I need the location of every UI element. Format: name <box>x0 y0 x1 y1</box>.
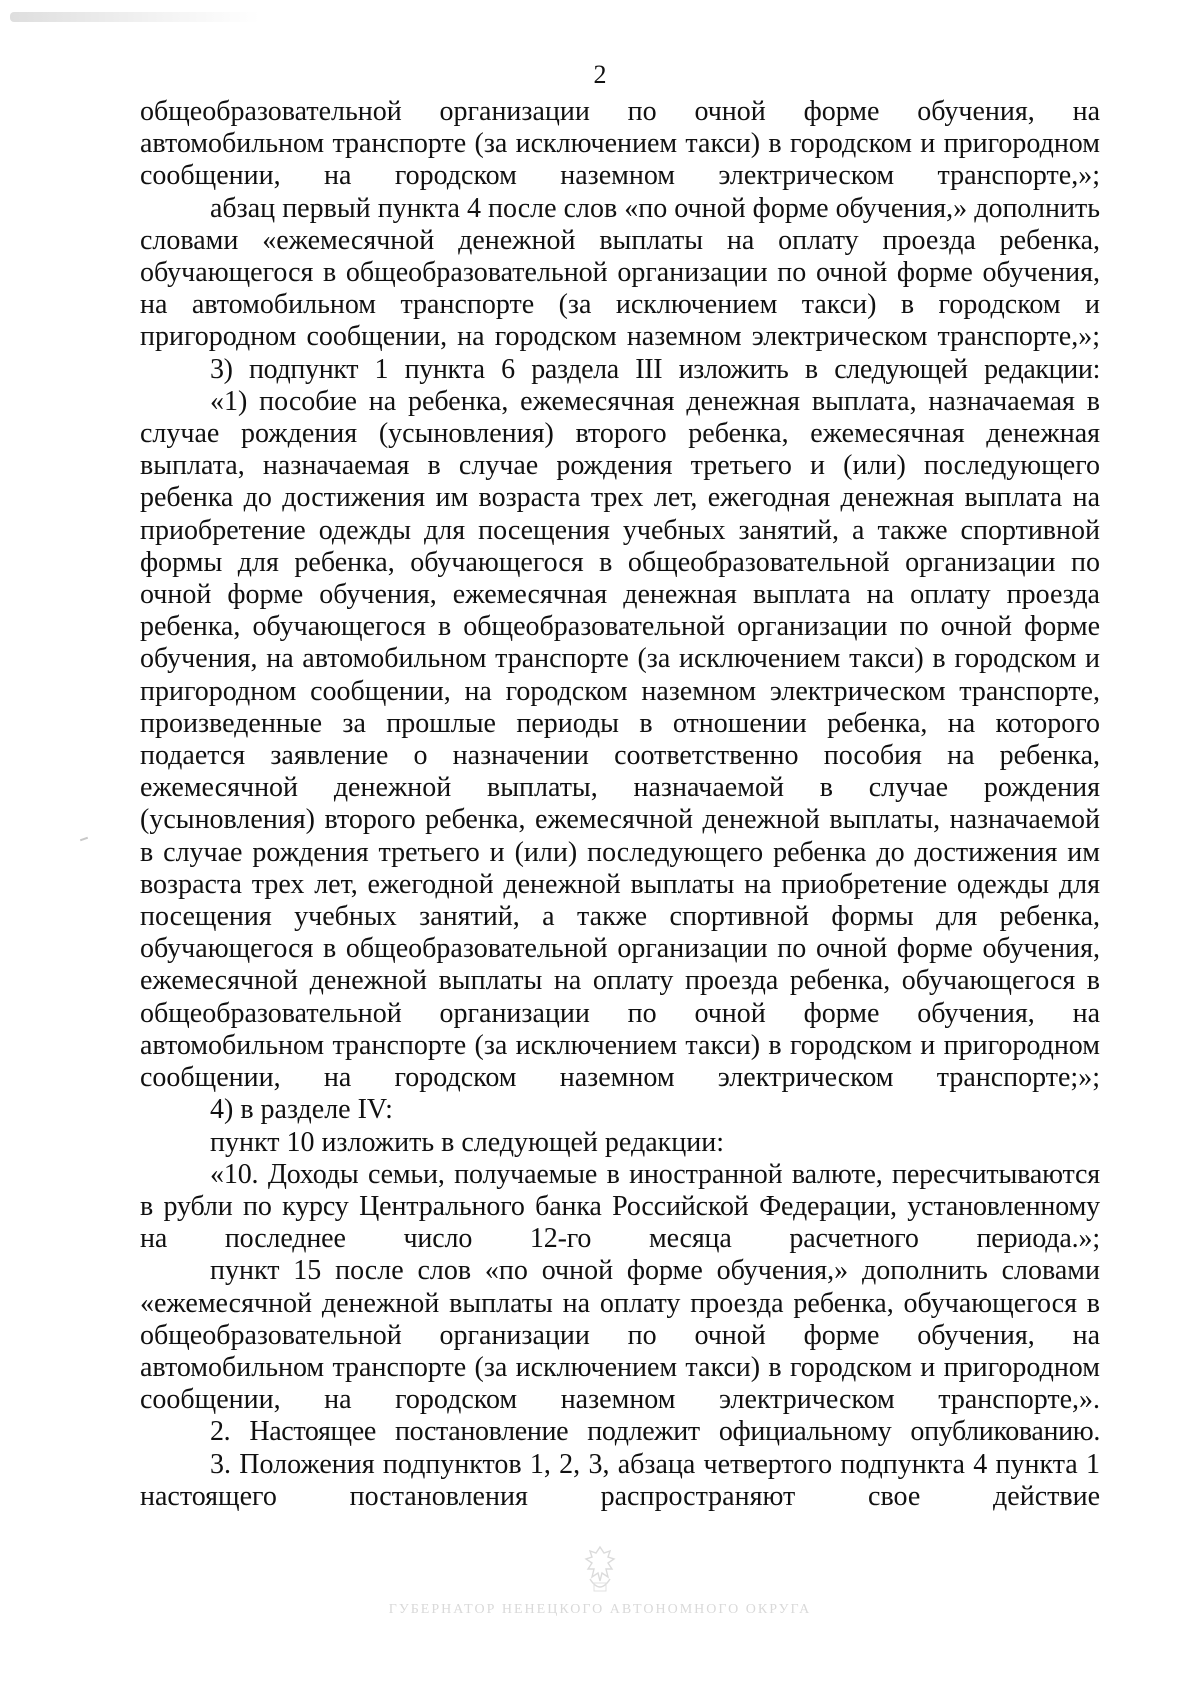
paragraph-point-10-text: «10. Доходы семьи, получаемые в иностранной валюте, пересчитываются в рубли по курсу Центрального банка Российской Федерации, установленному на последнее число 12-го месяца расчетного периода.»; <box>140 1158 1100 1255</box>
paragraph-provisions: 3. Положения подпунктов 1, 2, 3, абзаца четвертого подпункта 4 пункта 1 настоящего постановления распространяют свое действие <box>140 1448 1100 1512</box>
paragraph-publication: 2. Настоящее постановление подлежит официальному опубликованию. <box>210 1416 1100 1448</box>
paragraph-item-3: 3) подпункт 1 пункта 6 раздела III изложить в следующей редакции: <box>210 353 1100 385</box>
scan-artifact <box>10 12 260 22</box>
paragraph-continuation: общеобразовательной организации по очной форме обучения, на автомобильном транспорте (за исключением такси) в городском и пригородном сообщении, на городском наземном электрическом транспорте,»; <box>140 96 1100 192</box>
paragraph-point-15: пункт 15 после слов «по очной форме обучения,» дополнить словами «ежемесячной денежной выплаты на оплату проезда ребенка, обучающегося в общеобразовательной организации по очной форме обучения, на автомобильном транспорте (за исключением такси) в городском и пригородном сообщении, на городском наземном электрическом транспорте,». <box>140 1255 1100 1416</box>
paragraph-abzats-4: абзац первый пункта 4 после слов «по очной форме обучения,» дополнить словами «ежемесячной денежной выплаты на оплату проезда ребенка, обучающегося в общеобразовательной организации по очной форме обучения, на автомобильном транспорте (за исключением такси) в городском и пригородном сообщении, на городском наземном электрическом транспорте,»; <box>140 192 1100 353</box>
scan-speck <box>80 837 88 842</box>
watermark-seal: ГУБЕРНАТОР НЕНЕЦКОГО АВТОНОМНОГО ОКРУГА <box>388 1602 812 1617</box>
page-number: 2 <box>593 60 607 89</box>
paragraph-item-4: 4) в разделе IV: <box>210 1094 393 1126</box>
document-body <box>140 96 1100 1513</box>
paragraph-point-10-intro: пункт 10 изложить в следующей редакции: <box>210 1126 724 1158</box>
paragraph-quoted-item-1: «1) пособие на ребенка, ежемесячная денежная выплата, назначаемая в случае рождения (усыновления) второго ребенка, ежемесячная денежная выплата, назначаемая в случае рождения третьего и (или) последующего ребенка до достижения им возраста трех лет, ежегодная денежная выплата на приобретение одежды для посещения учебных занятий, а также спортивной формы для ребенка, обучающегося в общеобразовательной организации по очной форме обучения, ежемесячная денежная выплата на оплату проезда ребенка, обучающегося в общеобразовательной организации по очной форме обучения, на автомобильном транспорте (за исключением такси) в городском и пригородном сообщении, на городском наземном электрическом транспорте, произведенные за прошлые периоды в отношении ребенка, на которого подается заявление о назначении соответственно пособия на ребенка, ежемесячной денежной выплаты, назначаемой в случае рождения (усыновления) второго ребенка, ежемесячной денежной выплаты, назначаемой в случае рождения третьего и (или) последующего ребенка до достижения им возраста трех лет, ежегодной денежной выплаты на приобретение одежды для посещения учебных занятий, а также спортивной формы для ребенка, обучающегося в общеобразовательной организации по очной форме обучения, ежемесячной денежной выплаты на оплату проезда ребенка, обучающегося в общеобразовательной организации по очной форме обучения, на автомобильном транспорте (за исключением такси) в городском и пригородном сообщении, на городском наземном электрическом транспорте;»; <box>140 385 1100 1094</box>
coat-of-arms-emblem-icon <box>580 1545 620 1597</box>
